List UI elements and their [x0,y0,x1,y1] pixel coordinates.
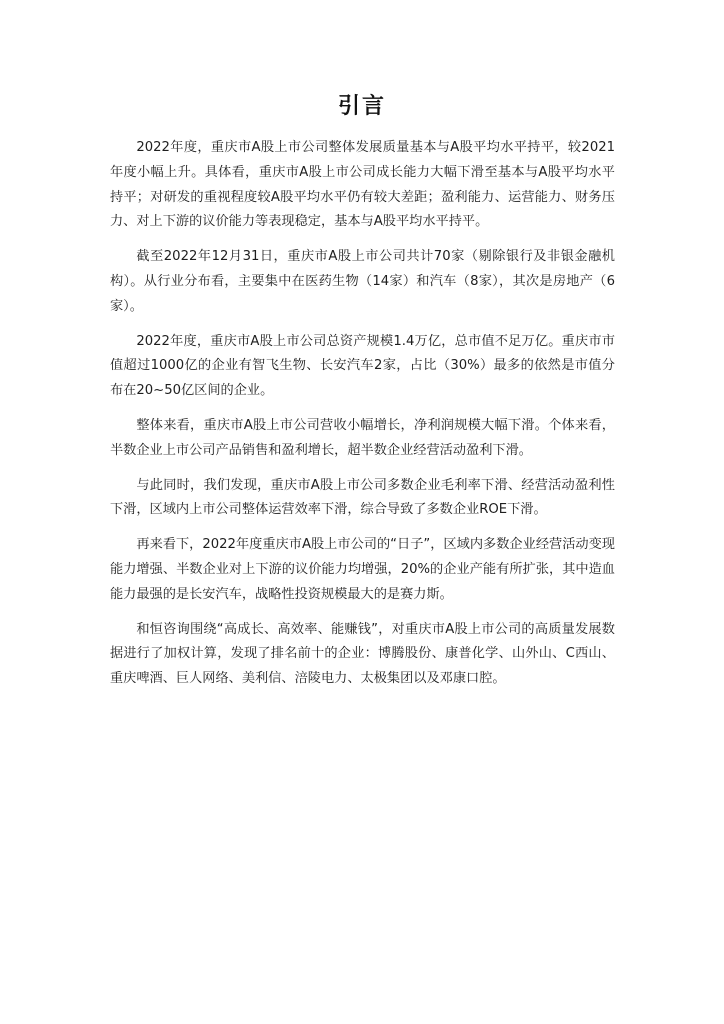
paragraph-roe: 与此同时，我们发现，重庆市A股上市公司多数企业毛利率下滑、经营活动盈利性下滑，区域内上市公司整体运营效率下滑，综合导致了多数企业ROE下滑。 [110,477,615,518]
paragraph-top-ten: 和恒咨询围绕“高成长、高效率、能赚钱”，对重庆市A股上市公司的高质量发展数据进行了加权计算，发现了排名前十的企业：博腾股份、康普化学、山外山、C西山、重庆啤酒、巨人网络、美利信、涪陵电力、太极集团以及邓康口腔。 [110,621,615,687]
paragraph-revenue-profit: 整体来看，重庆市A股上市公司营收小幅增长，净利润规模大幅下滑。个体来看，半数企业上市公司产品销售和盈利增长，超半数企业经营活动盈利下滑。 [110,417,615,458]
paragraph-overview: 2022年度，重庆市A股上市公司整体发展质量基本与A股平均水平持平，较2021年度小幅上升。具体看，重庆市A股上市公司成长能力大幅下滑至基本与A股平均水平持平；对研发的重视程度较A股平均水平仍有较大差距；盈利能力、运营能力、财务压力、对上下游的议价能力等表现稳定，基本与A股平均水平持平。 [110,140,615,230]
page-title: 引言 [337,94,386,119]
paragraph-market-value: 2022年度，重庆市A股上市公司总资产规模1.4万亿，总市值不足万亿。重庆市市值超过1000亿的企业有智飞生物、长安汽车2家，占比（30%）最多的依然是市值分布在20~50亿区间的企业。 [110,333,615,399]
paragraph-company-count: 截至2022年12月31日，重庆市A股上市公司共计70家（剔除银行及非银金融机构）。从行业分布看，主要集中在医药生物（14家）和汽车（8家），其次是房地产（6家）。 [110,249,615,314]
body-text [110,136,615,702]
paragraph-operations: 再来看下，2022年度重庆市A股上市公司的“日子”，区域内多数企业经营活动变现能力增强、半数企业对上下游的议价能力均增强，20%的企业产能有所扩张，其中造血能力最强的是长安汽车，战略性投资规模最大的是赛力斯。 [110,537,615,602]
